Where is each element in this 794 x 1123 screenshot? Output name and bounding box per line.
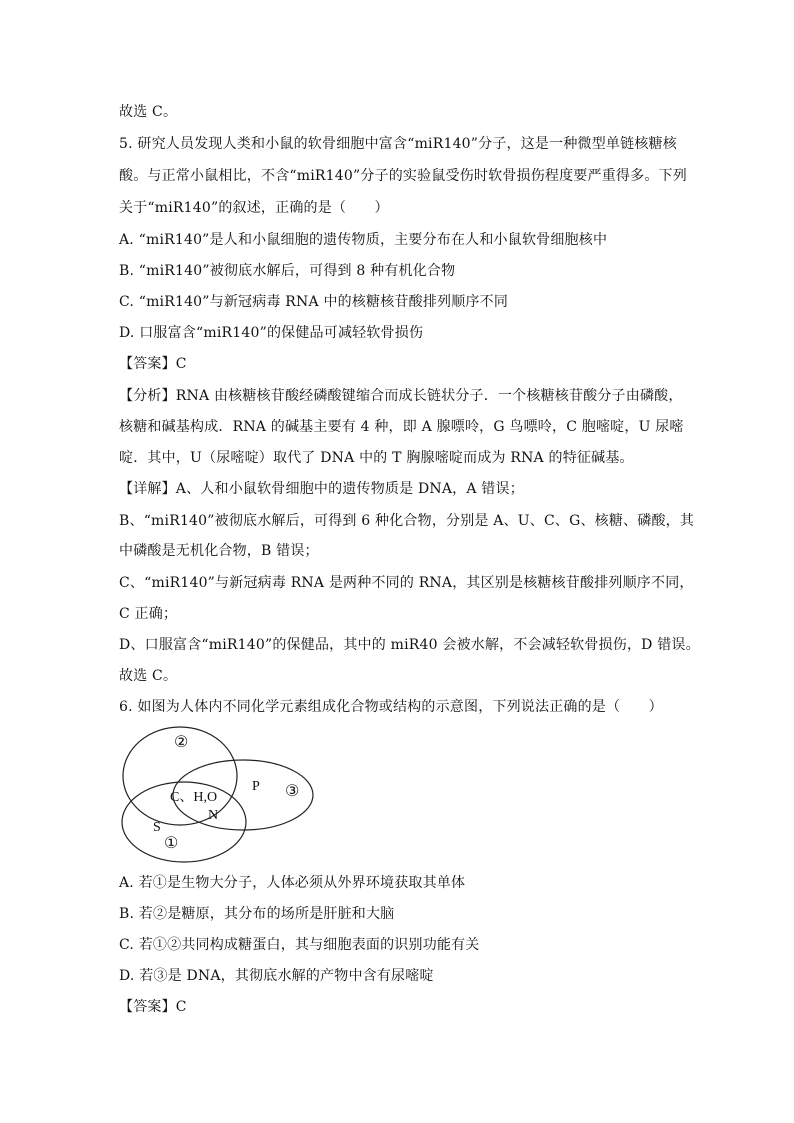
analysis-line-1: 【分析】RNA 由核糖核苷酸经磷酸键缩合而成长链状分子．一个核糖核苷酸分子由磷酸， xyxy=(119,388,683,404)
question-6-option-d: D. 若③是 DNA，其彻底水解的产物中含有尿嘧啶 xyxy=(119,968,434,984)
analysis-line-2: 核糖和碱基构成．RNA 的碱基主要有 4 种，即 A 腺嘌呤，G 鸟嘌呤，C 胞嘧啶，U 尿嘧 xyxy=(119,419,684,435)
label-1: ① xyxy=(164,835,179,852)
detail-conclusion: 故选 C。 xyxy=(119,668,178,684)
question-5-option-c: C. “miR140”与新冠病毒 RNA 中的核糖核苷酸排列顺序不同 xyxy=(119,294,509,310)
venn-diagram-svg xyxy=(119,724,319,864)
label-s: S xyxy=(153,820,161,835)
question-6-option-c: C. 若①②共同构成糖蛋白，其与细胞表面的识别功能有关 xyxy=(119,937,480,953)
label-n: N xyxy=(208,808,219,823)
label-2: ② xyxy=(174,734,189,751)
line-01: 故选 C。 xyxy=(119,104,178,120)
detail-line-6: D、口服富含“miR140”的保健品，其中的 miR40 会被水解，不会减轻软骨损伤，D 错误。 xyxy=(119,637,700,653)
label-common: C、H,O xyxy=(170,790,218,805)
detail-line-3: 中磷酸是无机化合物，B 错误； xyxy=(119,543,319,559)
question-6-answer: 【答案】C xyxy=(119,999,187,1015)
question-5-line-2: 酸。与正常小鼠相比，不含“miR140”分子的实验鼠受伤时软骨损伤程度要严重得多。下列 xyxy=(119,168,687,184)
question-5-line-1: 5. 研究人员发现人类和小鼠的软骨细胞中富含“miR140”分子，这是一种微型单链核糖核 xyxy=(119,136,677,152)
detail-line-2: B、“miR140”被彻底水解后，可得到 6 种化合物，分别是 A、U、C、G、核糖、磷酸，其 xyxy=(119,513,695,529)
question-6-option-b: B. 若②是糖原，其分布的场所是肝脏和大脑 xyxy=(119,906,395,922)
question-5-option-b: B. “miR140”被彻底水解后，可得到 8 种有机化合物 xyxy=(119,263,456,279)
detail-line-1: 【详解】A、人和小鼠软骨细胞中的遗传物质是 DNA，A 错误； xyxy=(119,481,524,497)
detail-line-4: C、“miR140”与新冠病毒 RNA 是两种不同的 RNA，其区别是核糖核苷酸排列顺序不同， xyxy=(119,575,694,591)
question-6-option-a: A. 若①是生物大分子，人体必须从外界环境获取其单体 xyxy=(119,875,466,891)
detail-line-5: C 正确； xyxy=(119,606,178,622)
analysis-line-3: 啶．其中，U（尿嘧啶）取代了 DNA 中的 T 胸腺嘧啶而成为 RNA 的特征碱基。 xyxy=(119,450,634,466)
question-6-stem: 6. 如图为人体内不同化学元素组成化合物或结构的示意图，下列说法正确的是（ ） xyxy=(119,699,663,715)
venn-diagram xyxy=(119,724,319,864)
question-5-option-d: D. 口服富含“miR140”的保健品可减轻软骨损伤 xyxy=(119,325,424,341)
question-5-option-a: A. “miR140”是人和小鼠细胞的遗传物质，主要分布在人和小鼠软骨细胞核中 xyxy=(119,232,608,248)
question-5-line-3: 关于“miR140”的叙述，正确的是（ ） xyxy=(119,200,389,216)
label-p: P xyxy=(252,779,260,794)
label-3: ③ xyxy=(285,783,300,800)
question-5-answer: 【答案】C xyxy=(119,356,187,372)
